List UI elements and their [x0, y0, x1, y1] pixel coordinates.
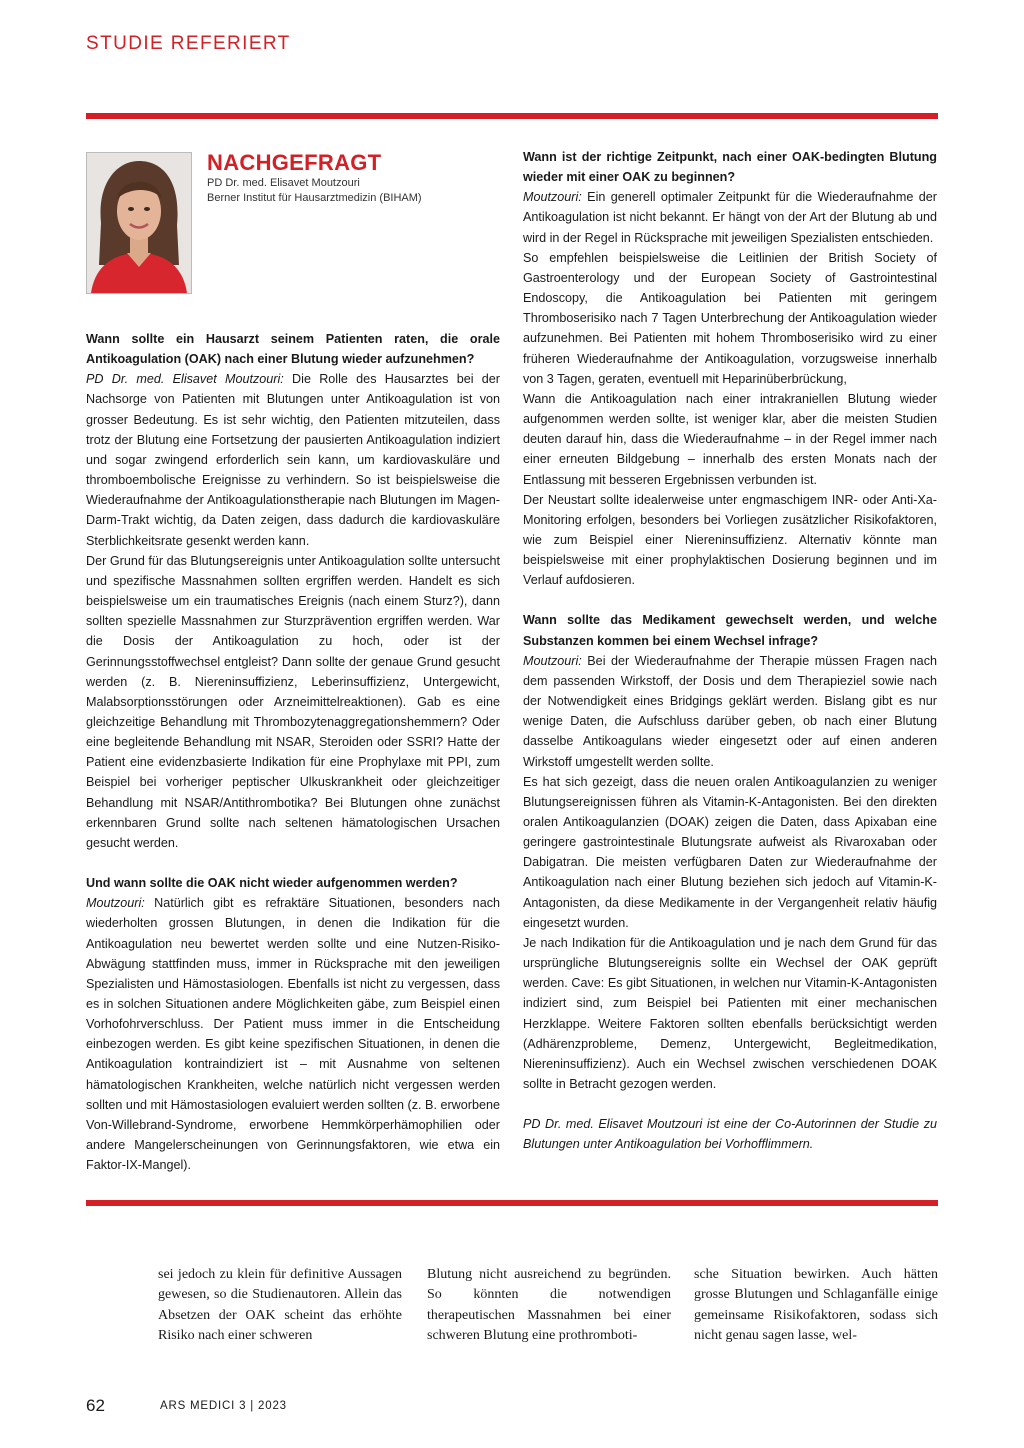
right-column: [523, 147, 937, 1155]
answer-4-text: Bei der Wiederaufnahme der Therapie müssen Fragen nach dem passenden Wirkstoff, der Dosis und dem Therapieziel sowie nach der Notwendigkeit eines Bridgings geklärt werden. Bislang gibt es nur wenige Daten, die Aufschluss darüber geben, ob nach einer Blutung dasselbe Antikoagulans wieder eingesetzt oder auf einen anderen Wirkstoff umgestellt werden sollte.: [523, 653, 937, 769]
continuation-column-3: [694, 1265, 938, 1347]
question-1: Wann sollte ein Hausarzt seinem Patienten raten, die orale Antikoagulation (OAK) nach einer Blutung wieder aufzunehmen?: [86, 332, 500, 367]
answer-3-paragraph-4: Der Neustart sollte idealerweise unter engmaschigem INR- oder Anti-Xa-Monitoring erfolgen, besonders bei Vorliegen zusätzlicher Risikofaktoren, wie zum Beispiel einer Niereninsuffizienz. Alternativ könnte man beispielsweise mit einer prophylaktischen Dosierung beginnen und im Verlauf aufdosieren.: [523, 492, 937, 588]
page-number: 62: [86, 1396, 105, 1415]
bottom-red-rule: [86, 1200, 938, 1206]
question-3: Wann ist der richtige Zeitpunkt, nach einer OAK-bedingten Blutung wieder mit einer OAK zu beginnen?: [523, 150, 937, 185]
question-4: Wann sollte das Medikament gewechselt werden, und welche Substanzen kommen bei einem Wechsel infrage?: [523, 613, 937, 648]
interviewee-institution: Berner Institut für Hausarztmedizin (BIHAM): [207, 192, 422, 204]
answer-3-speaker: Moutzouri:: [523, 190, 582, 205]
answer-3-paragraph-3: Wann die Antikoagulation nach einer intrakraniellen Blutung wieder aufgenommen werden sollte, ist weniger klar, aber die meisten Studien deuten darauf hin, dass die Wiederaufnahme – in der Regel immer nach einer erneuten Bildgebung – innerhalb des ersten Monats nach der Entlassung mit besseren Ergebnissen verbunden ist.: [523, 391, 937, 487]
continuation-column-1: [158, 1265, 402, 1347]
answer-4-paragraph-3: Je nach Indikation für die Antikoagulation und je nach dem Grund für das ursprüngliche Blutungsereignis sollte ein Wechsel der OAK geprüft werden. Cave: Es gibt Situationen, in welchen nur Vitamin-K-Antagonisten indiziert sind, zum Beispiel bei Patienten mit einer mechanischen Herzklappe. Weitere Faktoren sollten ebenfalls berücksichtigt werden (Adhärenzprobleme, Demenz, Untergewicht, Begleitmedikation, Niereninsuffizienz). Auch ein Wechsel zwischen verschiedenen DOAK sollte in Betracht gezogen werden.: [523, 935, 937, 1092]
answer-1-text: Die Rolle des Hausarztes bei der Nachsorge von Patienten mit Blutungen unter Antikoagulation ist von grosser Bedeutung. Es ist sehr wichtig, den Patienten mitzuteilen, dass trotz der Blutung eine Fortsetzung der pausierten Antikoagulation indiziert und sogar zwingend erforderlich sein kann, um kardiovaskuläre und thromboembolische Ereignisse zu verhindern. So ist beispielsweise die Wiederaufnahme der Antikoagulationstherapie nach Blutungen im Magen-Darm-Trakt wichtig, da Daten zeigen, dass dadurch die kardiovaskuläre Sterblichkeitsrate gesenkt werden kann.: [86, 372, 500, 548]
continuation-text-1: sei jedoch zu klein für definitive Aussagen gewesen, so die Studienautoren. Allein das Absetzen der OAK scheint das erhöhte Risiko nach einer schweren: [158, 1267, 402, 1344]
answer-3-paragraph-2: So empfehlen beispielsweise die Leitlinien der British Society of Gastroenterology und der European Society of Gastrointestinal Endoscopy, die Antikoagulation bei Patienten mit geringem Thromboserisiko nach 7 Tagen Unterbrechung der Antikoagulation wieder aufzunehmen. Bei Patienten mit hohem Thromboserisiko wird zu einer früheren Wiederaufnahme der Antikoagulation, vorzugsweise innerhalb von 3 Tagen, geraten, eventuell mit Heparinüberbrückung,: [523, 250, 937, 386]
answer-2-speaker: Moutzouri:: [86, 896, 145, 911]
answer-1-paragraph-2: Der Grund für das Blutungsereignis unter Antikoagulation sollte untersucht und spezifische Massnahmen sollten ergriffen werden. Handelt es sich beispielsweise um ein traumatisches Ereignis (nach einem Sturz?), dann sollten spezielle Massnahmen zur Sturzprävention ergriffen werden. War die Dosis der Antikoagulation zu hoch, oder ist der Gerinnungsstoffwechsel entgleist? Dann sollte der genaue Grund gesucht werden (z. B. Niereninsuffizienz, Leberinsuffizienz, Untergewicht, Malabsorptionsstörungen oder Arzneimittelreaktionen). Gab es eine gleichzeitige Behandlung mit Thrombozytenaggregationshemmern? Oder eine begleitende Behandlung mit NSAR, Steroiden oder SSRI? Hatte der Patient eine evidenzbasierte Indikation für eine Prophylaxe mit PPI, zum Beispiel bei vorheriger peptischer Ulkuskrankheit oder gleichzeitiger Behandlung mit NSAR/Antithrombotika? Bei Blutungen ohne zunächst erkennbaren Grund sollte nach seltenen hämatologischen Ursachen gesucht werden.: [86, 553, 500, 850]
interview-title: NACHGEFRAGT: [207, 150, 382, 175]
journal-issue: ARS MEDICI 3 | 2023: [160, 1400, 287, 1412]
answer-3: [523, 187, 937, 247]
continuation-text-2: Blutung nicht ausreichend zu begründen. So könnten die notwendigen therapeutischen Massnahmen bei einer schweren Blutung eine prothromboti-: [427, 1267, 671, 1344]
answer-3-text: Ein generell optimaler Zeitpunkt für die Wiederaufnahme der Antikoagulation ist nicht bekannt. Er hängt von der Art der Blutung ab und wird in der Regel in Rücksprache mit jeweiligen Spezialisten entschieden.: [523, 190, 937, 245]
author-portrait: [86, 152, 192, 294]
continuation-text-3: sche Situation bewirken. Auch hätten grosse Blutungen und Schlaganfälle einige gemeinsame Risikofaktoren, sodass sich nicht genau sagen lasse, wel-: [694, 1267, 938, 1344]
left-column: [86, 329, 500, 1175]
answer-4: [523, 651, 937, 772]
answer-1: [86, 369, 500, 550]
author-note: PD Dr. med. Elisavet Moutzouri ist eine der Co-Autorinnen der Studie zu Blutungen unter Antikoagulation bei Vorhofflimmern.: [523, 1117, 937, 1152]
answer-4-paragraph-2: Es hat sich gezeigt, dass die neuen oralen Antikoagulanzien zu weniger Blutungsereignissen führen als Vitamin-K-Antagonisten. Bei den direkten oralen Antikoagulanzien (DOAK) zeigen die Daten, dass Apixaban eine geringere gastrointestinale Blutungsrate aufweist als Rivaroxaban oder Dabigatran. Die meisten verfügbaren Daten zur Wiederaufnahme der Antikoagulation nach einer Blutung beziehen sich jedoch auf Vitamin-K-Antagonisten, da diese Medikamente in der Vergangenheit relativ häufig eingesetzt wurden.: [523, 774, 937, 930]
continuation-column-2: [427, 1265, 671, 1347]
top-red-rule: [86, 113, 938, 119]
question-2: Und wann sollte die OAK nicht wieder aufgenommen werden?: [86, 876, 458, 891]
answer-1-speaker: PD Dr. med. Elisavet Moutzouri:: [86, 372, 284, 387]
answer-2-text: Natürlich gibt es refraktäre Situationen, besonders nach wiederholten grossen Blutungen, in denen die Indikation für die Antikoagulation neu bewertet werden sollte und eine Nutzen-Risiko-Abwägung stattfinden muss, immer in Rücksprache mit den jeweiligen Spezialisten und Hämostasiologen. Ebenfalls ist nicht zu vergessen, dass es in solchen Situationen andere Möglichkeiten gäbe, zum Beispiel einen Vorhofohrverschluss. Der Patient muss immer in die Entscheidung einbezogen werden. Es gibt keine spezifischen Situationen, in denen die Antikoagulation kontraindiziert ist – mit Ausnahme von seltenen hämatologischen Krankheiten, welche natürlich nicht vergessen werden sollten und mit Hämostasiologen evaluiert werden sollten (z. B. erworbene Von-Willebrand-Syndrome, erworbene Hemmkörperhämophilien oder andere Mangelerscheinungen von Gerinnungsfaktoren, wie etwa ein Faktor-IX-Mangel).: [86, 896, 500, 1173]
section-title: STUDIE REFERIERT: [86, 33, 291, 54]
answer-2: [86, 893, 500, 1175]
interviewee-name: PD Dr. med. Elisavet Moutzouri: [207, 177, 360, 189]
answer-4-speaker: Moutzouri:: [523, 653, 582, 668]
